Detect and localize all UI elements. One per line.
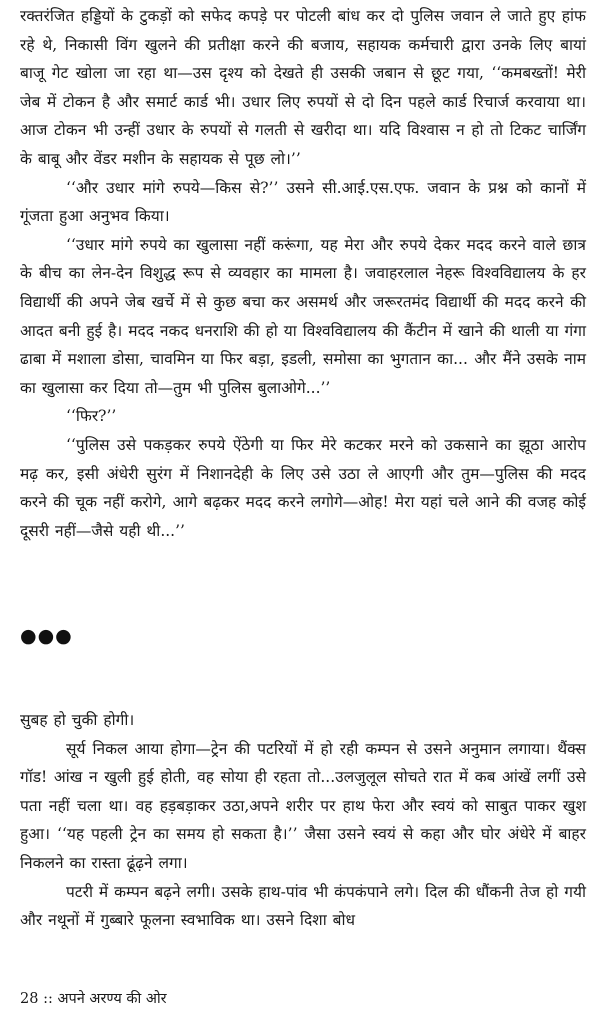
paragraph-4: ‘‘फिर?’’ (66, 407, 117, 426)
section-break-dots: ●●● (20, 625, 73, 647)
page-number: 28 (20, 991, 39, 1007)
upper-text-section (20, 2, 586, 545)
paragraph-8: पटरी में कम्पन बढ़ने लगी। उसके हाथ-पांव भी कंपकंपाने लगे। दिल की धौंकनी तेज हो गयी और नथूनों में गुब्बारे फूलना स्वभाविक था। उसने दिशा बोध (20, 882, 586, 930)
paragraph-3: ‘‘उधार मांगे रुपये का खुलासा नहीं करूंगा, यह मेरा और रुपये देकर मदद करने वाले छात्र के बीच का लेन-देन विशुद्ध रूप से व्यवहार का मामला है। जवाहरलाल नेहरू विश्वविद्यालय के हर विद्यार्थी की अपने जेब खर्चे में से कुछ बचा कर असमर्थ और जरूरतमंद विद्यार्थी की मदद करने की आदत बनी हुई है। मदद नकद धनराशि की हो या विश्वविद्यालय की कैंटीन में खाने की थाली या गंगा ढाबा में मशाला डोसा, चावमिन या फिर बड़ा, इडली, समोसा का भुगतान का... और मैंने उसके नाम का खुलासा कर दिया तो—तुम भी पुलिस बुलाओगे...’’ (20, 235, 586, 397)
paragraph-2: ‘‘और उधार मांगे रुपये—किस से?’’ उसने सी.आई.एस.एफ. जवान के प्रश्न को कानों में गूंजता हुआ अनुभव किया। (20, 178, 586, 226)
paragraph-1: रक्तरंजित हड्डियों के टुकड़ों को सफेद कपड़े पर पोटली बांध कर दो पुलिस जवान ले जाते हुए हांफ रहे थे, निकासी विंग खुलने की प्रतीक्षा करने की बजाय, सहायक कर्मचारी द्वारा उनके लिए बायां बाजू गेट खोला जा रहा था—उस दृश्य को देखते ही उसकी जबान से छूट गया, ‘‘कमबख्तों! मेरी जेब में टोकन है और समार्ट कार्ड भी। उधार लिए रुपयों से दो दिन पहले कार्ड रिचार्ज करवाया था। आज टोकन भी उन्हीं उधार के रुपयों से गलती से खरीदा था। यदि विश्वास न हो तो टिकट चार्जिंग के बाबू और वेंडर मशीन के सहायक से पूछ लो।’’ (20, 7, 586, 168)
book-title: अपने अरण्य की ओर (57, 991, 167, 1007)
footer-separator: :: (43, 991, 53, 1007)
paragraph-5: ‘‘पुलिस उसे पकड़कर रुपये ऐंठेगी या फिर मेरे कटकर मरने को उकसाने का झूठा आरोप मढ़ कर, इसी अंधेरी सुरंग में निशानदेही के लिए उसे उठा ले आएगी और तुम—पुलिस की मदद करने की चूक नहीं करोगे, आगे बढ़कर मदद करने लगोगे—ओह! मेरा यहां चले आने की वजह कोई दूसरी नहीं—जैसे यही थी...’’ (20, 435, 586, 540)
page-footer (20, 988, 167, 1010)
paragraph-7: सूर्य निकल आया होगा—ट्रेन की पटरियों में हो रही कम्पन से उसने अनुमान लगाया। थैंक्स गॉड! आंख न खुली हुई होती, वह सोया ही रहता तो...उलजुलूल सोचते रात में कब आंखें लगीं उसे पता नहीं चला था। वह हड़बड़ाकर उठा,अपने शरीर पर हाथ फेरा और स्वयं को साबुत पाकर खुश हुआ। ‘‘यह पहली ट्रेन का समय हो सकता है।’’ जैसा उसने स्वयं से कहा और घोर अंधेरे में बाहर निकलने का रास्ता ढूंढ़ने लगा। (20, 739, 586, 872)
lower-text-section (20, 706, 586, 935)
paragraph-6: सुबह हो चुकी होगी। (20, 711, 135, 729)
